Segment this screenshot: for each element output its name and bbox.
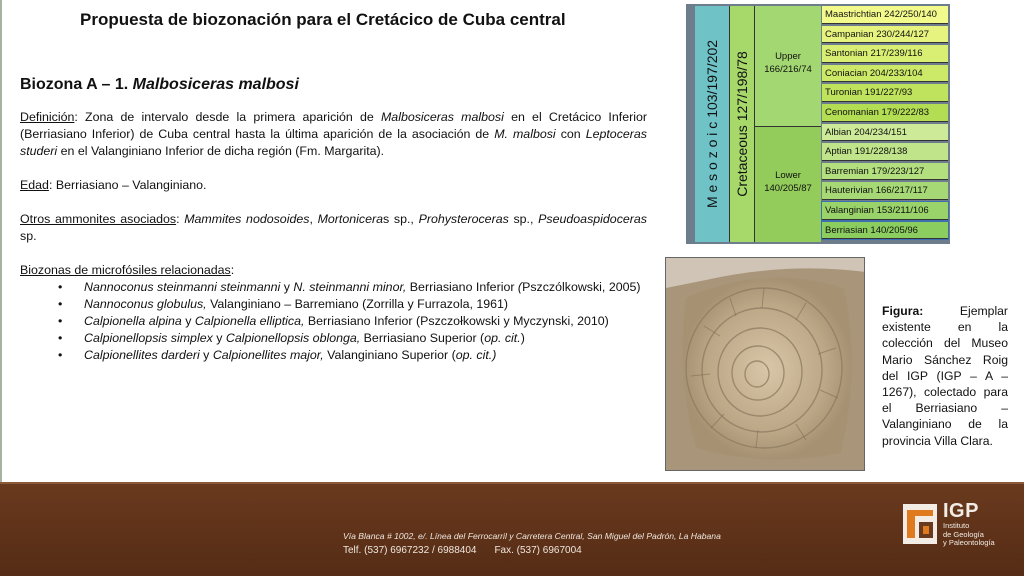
epoch-upper-name: Upper bbox=[775, 51, 801, 62]
footer-fax: Fax. (537) 6967004 bbox=[494, 545, 582, 556]
stage-color-code: 230/244/127 bbox=[876, 28, 930, 40]
stage-row-barremian bbox=[822, 163, 948, 181]
stage-row-albian bbox=[822, 124, 948, 142]
micro-label: Biozonas de microfósiles relacionadas bbox=[20, 263, 231, 277]
period-label: Cretaceous 127/198/78 bbox=[734, 51, 750, 197]
bullet-icon: • bbox=[58, 297, 63, 311]
biozona-prefix: Biozona A – 1. bbox=[20, 76, 133, 93]
stage-row-santonian bbox=[822, 45, 948, 63]
otros-label: Otros ammonites asociados bbox=[20, 212, 177, 226]
list-item: • Calpionellopsis simplex y Calpionellopsis oblonga, Berriasiano Superior (op. cit.) bbox=[58, 331, 525, 345]
otros-species-1: Mammites nodosoides bbox=[184, 212, 310, 226]
footer-divider bbox=[0, 482, 1024, 484]
logo-line-2: de Geología bbox=[943, 529, 984, 539]
micro-heading bbox=[20, 262, 647, 279]
stage-row-campanian bbox=[822, 26, 948, 44]
list-item: • Calpionellites darderi y Calpionellites major, Valanginiano Superior (op. cit.) bbox=[58, 348, 497, 362]
epoch-lower-code: 140/205/87 bbox=[764, 183, 812, 194]
logo-line-3: y Paleontología bbox=[943, 538, 995, 547]
footer-bar bbox=[0, 482, 1024, 576]
igp-logo bbox=[903, 502, 1013, 550]
stage-name: Valanginian bbox=[825, 204, 874, 216]
stage-name: Aptian bbox=[825, 146, 852, 158]
stage-name: Albian bbox=[825, 126, 852, 138]
stage-name: Campanian bbox=[825, 28, 874, 40]
stage-color-code: 179/222/83 bbox=[881, 106, 930, 118]
otros-sep-4: sp. bbox=[20, 229, 37, 243]
stage-color-code: 217/239/116 bbox=[870, 48, 923, 60]
stage-color-code: 140/205/96 bbox=[870, 224, 918, 236]
definicion-species-3: Leptoceras studeri bbox=[20, 127, 647, 158]
bullet-icon: • bbox=[58, 314, 63, 328]
footer-phones bbox=[343, 545, 582, 556]
list-item: • Nannoconus steinmanni steinmanni y N. steinmanni minor, Berriasiano Inferior (Pszczólkowski, 2005) bbox=[58, 280, 641, 294]
otros-sep-2: s sp., bbox=[383, 212, 419, 226]
stage-color-code: 191/228/138 bbox=[854, 146, 908, 158]
otros-colon: : bbox=[176, 212, 185, 226]
definicion-paragraph bbox=[20, 109, 647, 160]
epoch-upper-code: 166/216/74 bbox=[764, 64, 812, 75]
epoch-lower-name: Lower bbox=[775, 170, 801, 181]
stage-color-code: 191/227/93 bbox=[864, 87, 913, 99]
otros-paragraph bbox=[20, 211, 647, 245]
stage-row-berriasian bbox=[822, 222, 948, 240]
bullet-icon: • bbox=[58, 348, 63, 362]
otros-sep-3: sp., bbox=[508, 212, 539, 226]
edad-label: Edad bbox=[20, 178, 49, 192]
stage-color-code: 204/234/151 bbox=[854, 126, 907, 138]
micro-colon: : bbox=[230, 263, 235, 277]
igp-logo-subtitle bbox=[943, 522, 995, 548]
otros-species-2: Mortonicera bbox=[317, 212, 383, 226]
igp-logo-text: IGP bbox=[943, 500, 979, 522]
otros-species-3: Prohysteroceras bbox=[418, 212, 509, 226]
stage-name: Hauterivian bbox=[825, 185, 874, 197]
stage-name: Barremian bbox=[825, 165, 869, 177]
stage-row-maastrichtian bbox=[822, 6, 948, 24]
definicion-species-1: Malbosiceras malbosi bbox=[380, 110, 504, 124]
main-text bbox=[20, 76, 647, 364]
footer-address: Vía Blanca # 1002, e/. Línea del Ferrocarril y Carretera Central, San Miguel del Padrón, La Habana bbox=[343, 531, 721, 541]
left-border bbox=[0, 0, 2, 482]
igp-logo-icon bbox=[903, 504, 937, 544]
footer-tel: Telf. (537) 6967232 / 6988404 bbox=[343, 545, 477, 556]
caption-text: Ejemplar existente en la colección del Museo Mario Sánchez Roig del IGP (IGP – A – 1267), colectado para el Berriasiano – Valanginiano de la provincia Villa Clara. bbox=[882, 304, 1008, 448]
stage-name: Berriasian bbox=[825, 224, 868, 236]
stage-row-cenomanian bbox=[822, 104, 948, 122]
definicion-text-3: con bbox=[555, 127, 586, 141]
ammonite-fossil-image bbox=[666, 258, 865, 471]
stratigraphic-table bbox=[686, 4, 950, 244]
list-item: • Nannoconus globulus, Valanginiano – Barremiano (Zorrilla y Furrazola, 1961) bbox=[58, 297, 509, 311]
definicion-label: Definición bbox=[20, 110, 75, 124]
biozona-heading bbox=[20, 76, 647, 93]
definicion-text-1: : Zona de intervalo desde la primera aparición de bbox=[74, 110, 381, 124]
stage-name: Cenomanian bbox=[825, 106, 879, 118]
stage-row-hauterivian bbox=[822, 182, 948, 200]
stage-row-aptian bbox=[822, 143, 948, 161]
page-title: Propuesta de biozonación para el Cretácico de Cuba central bbox=[80, 10, 566, 29]
figure-caption bbox=[882, 303, 1008, 449]
epoch-upper bbox=[755, 6, 821, 127]
edad-paragraph bbox=[20, 177, 647, 194]
epoch-lower bbox=[755, 127, 821, 242]
stage-color-code: 166/217/117 bbox=[875, 185, 928, 197]
list-item: • Calpionella alpina y Calpionella elliptica, Berriasiano Inferior (Pszczołkowski y Myczynski, 2010) bbox=[58, 314, 609, 328]
stage-color-code: 204/233/104 bbox=[869, 67, 923, 79]
stage-color-code: 242/250/140 bbox=[884, 9, 937, 20]
bullet-icon: • bbox=[58, 331, 63, 345]
micro-list bbox=[20, 279, 647, 364]
stage-row-valanginian bbox=[822, 202, 948, 220]
stage-row-turonian bbox=[822, 84, 948, 102]
era-column bbox=[695, 6, 730, 242]
definicion-text-4: en el Valanginiano Inferior de dicha región (Fm. Margarita). bbox=[57, 144, 385, 158]
otros-species-4: Pseudoaspidoceras bbox=[538, 212, 647, 226]
biozona-species: Malbosiceras malbosi bbox=[132, 76, 299, 93]
era-label: M e s o z o i c 103/197/202 bbox=[704, 39, 720, 209]
stage-row-coniacian bbox=[822, 65, 948, 83]
stage-name: Maastrichtian bbox=[825, 9, 882, 20]
stage-name: Turonian bbox=[825, 87, 863, 99]
stage-name: Santonian bbox=[825, 48, 868, 60]
otros-sep-1: , bbox=[309, 212, 318, 226]
logo-line-1: Instituto bbox=[943, 521, 970, 530]
edad-value: : Berriasiano – Valanginiano. bbox=[48, 178, 207, 192]
stage-color-code: 179/223/127 bbox=[871, 165, 925, 177]
stage-name: Coniacian bbox=[825, 67, 868, 79]
definicion-text-2: en el Cretácico Inferior (Berriasiano Inferior) de Cuba central hasta la última aparición de la asociación de bbox=[20, 110, 647, 141]
fossil-photo bbox=[665, 257, 865, 471]
caption-label: Figura: bbox=[882, 304, 924, 318]
bullet-icon: • bbox=[58, 280, 63, 294]
stage-color-code: 153/211/106 bbox=[876, 204, 929, 216]
stage-list bbox=[822, 6, 948, 241]
period-column bbox=[730, 6, 755, 242]
definicion-species-2: M. malbosi bbox=[494, 127, 556, 141]
